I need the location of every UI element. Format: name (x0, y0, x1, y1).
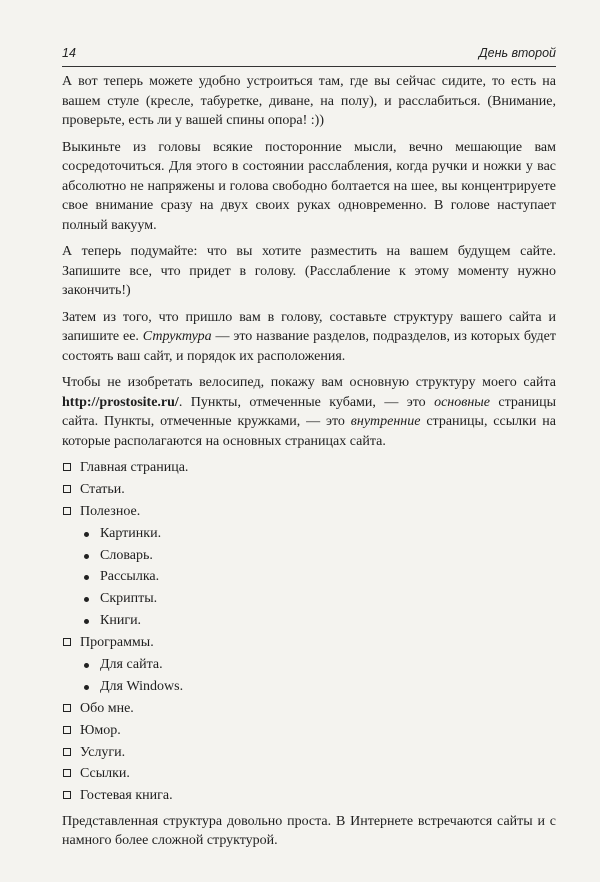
list-item (62, 502, 556, 522)
sub-item-label: Картинки. (100, 525, 162, 541)
site-url: http://prostosite.ru/ (62, 394, 179, 410)
checkbox-square-icon (63, 485, 71, 493)
bullet-icon (84, 575, 89, 580)
list-item (62, 699, 556, 719)
checkbox-square-icon (63, 507, 71, 515)
list-item (62, 743, 556, 763)
list-item-label: Ссылки. (80, 766, 130, 782)
term-main: основные (434, 394, 490, 410)
chapter-title: День второй (478, 46, 556, 60)
list-item-label: Гостевая книга. (80, 788, 173, 804)
sub-item-label: Словарь. (100, 547, 153, 563)
checkbox-square-icon (63, 463, 71, 471)
list-item (62, 480, 556, 500)
list-item-label: Главная страница. (80, 460, 189, 475)
sub-list-item (62, 677, 556, 697)
bullet-icon (84, 554, 89, 559)
paragraph-relax: А вот теперь можете удобно устроиться там, где вы сейчас сидите, то есть на вашем стуле (кресле, табуретке, диване, на полу), и расслабиться. (Внимание, проверьте, есть ли у вашей спины опора! :)) (62, 74, 556, 128)
paragraph-structure (62, 308, 556, 367)
checkbox-square-icon (63, 791, 71, 799)
paragraph-summary: Представленная структура довольно проста. В Интернете встречаются сайты и с намного более сложной структурой. (62, 813, 556, 849)
bullet-icon (84, 597, 89, 602)
sublist-wrapper (62, 524, 556, 631)
checkbox-square-icon (63, 704, 71, 712)
checkbox-square-icon (63, 638, 71, 646)
checkbox-square-icon (63, 748, 71, 756)
sublist-useful (62, 524, 556, 631)
paragraph-focus: Выкиньте из головы всякие посторонние мысли, вечно мешающие вам сосредоточиться. Для этого в состоянии расслабления, когда ручки и ножки у вас абсолютно не напряжены и голова свободно болтается на шее, вы концентрируете свое внимание сразу на двух своих руках одновременно. В голове наступает полный вакуум. (62, 139, 556, 233)
list-item-label: Статьи. (80, 481, 125, 497)
running-header (62, 46, 556, 64)
text-span: — это название разделов, подразделов, из которых будет состоять ваш сайт, и порядок их расположения. (62, 329, 557, 364)
list-item-label: Программы. (80, 635, 154, 651)
bullet-icon (84, 532, 89, 537)
bullet-icon (84, 619, 89, 624)
sub-item-label: Книги. (100, 613, 142, 629)
sub-item-label: Скрипты. (100, 591, 158, 607)
text-span: страницы, ссылки на которые располагаются на основных страницах сайта. (62, 414, 557, 449)
bullet-icon (84, 663, 89, 668)
list-item-label: Юмор. (80, 722, 121, 738)
sub-item-label: Рассылка. (100, 569, 160, 585)
paragraph-example (62, 373, 556, 451)
site-structure-list (62, 458, 556, 806)
checkbox-square-icon (63, 769, 71, 777)
paragraph-think: А теперь подумайте: что вы хотите разместить на вашем будущем сайте. Запишите все, что придет в голову. (Расслабление к этому моменту нужно закончить!) (62, 244, 556, 298)
bullet-icon (84, 685, 89, 690)
sublist-wrapper (62, 655, 556, 696)
list-item (62, 458, 556, 478)
text-span: . Пункты, отмеченные кубами, — это (178, 394, 435, 410)
sublist-programs (62, 655, 556, 696)
list-item-label: Услуги. (80, 744, 126, 760)
term-inner: внутренние (350, 414, 421, 429)
checkbox-square-icon (63, 726, 71, 734)
list-item (62, 764, 556, 784)
text-span: страницы сайта. Пункты, отмеченные кружками, — это (62, 394, 556, 429)
list-item (62, 786, 556, 806)
sub-item-label: Для Windows. (100, 678, 184, 694)
text-span: Чтобы не изобретать велосипед, покажу вам основную структуру моего сайта (62, 375, 556, 390)
sub-list-item (62, 546, 556, 566)
sub-list-item (62, 589, 556, 609)
term-structure: Структура (142, 329, 212, 344)
sub-list-item (62, 611, 556, 631)
sub-list-item (62, 655, 556, 675)
list-item (62, 633, 556, 653)
page-body (62, 72, 556, 858)
list-item (62, 721, 556, 741)
list-item-label: Полезное. (80, 503, 141, 519)
list-item-label: Обо мне. (80, 700, 134, 716)
page-number: 14 (62, 46, 76, 60)
sub-list-item (62, 524, 556, 544)
sub-item-label: Для сайта. (100, 657, 163, 673)
sub-list-item (62, 567, 556, 587)
header-rule (62, 66, 556, 67)
text-span: Затем из того, что пришло вам в голову, составьте структуру вашего сайта и запишите ее. (62, 309, 556, 344)
